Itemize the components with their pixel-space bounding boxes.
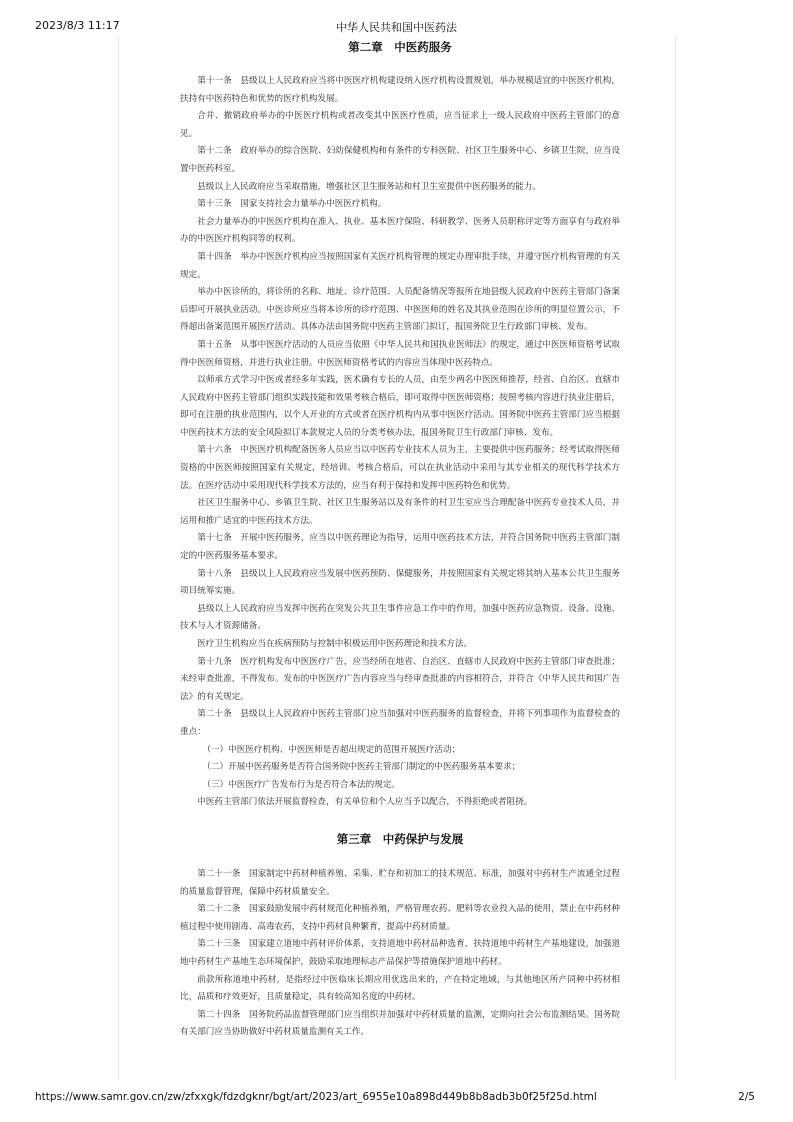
- article-paragraph: 第十三条 国家支持社会力量举办中医医疗机构。: [197, 199, 387, 210]
- article-paragraph: 第十六条 中医医疗机构配备医务人员应当以中医药专业技术人员为主，主要提供中医药服务；经考试取得医师资格的中医医师按照国家有关规定，经培训、考核合格后，可以在执业活动中采用与其专业相关的现代科学技术方法。在医疗活动中采用现代科学技术方法的，应当有利于保持和发挥中医药特色和优势。: [180, 445, 620, 491]
- article-paragraph: 社会力量举办的中医医疗机构在准入、执业、基本医疗保险、科研教学、医务人员职称评定等方面享有与政府举办的中医医疗机构同等的权利。: [180, 216, 620, 245]
- list-item: （三）中医医疗广告发布行为是否符合本法的规定。: [202, 779, 401, 790]
- article-paragraph: 第十二条 政府举办的综合医院、妇幼保健机构和有条件的专科医院、社区卫生服务中心、乡镇卫生院，应当设置中医药科室。: [180, 146, 620, 174]
- article-paragraph: 第二十三条 国家建立道地中药材评价体系，支持道地中药材品种选育，扶持道地中药材生产基地建设，加强道地中药材生产基地生态环境保护，鼓励采取地理标志产品保护等措施保护道地中药材。: [180, 939, 620, 967]
- print-url: https://www.samr.gov.cn/zw/zfxxgk/fdzdgknr/bgt/art/2023/art_6955e10a898d449b8b8adb3b0f25f25d.html: [35, 1091, 597, 1103]
- document-body: [180, 38, 620, 1042]
- article-paragraph: 举办中医诊所的，将诊所的名称、地址、诊疗范围、人员配备情况等报所在地县级人民政府中医药主管部门备案后即可开展执业活动。中医诊所应当将本诊所的诊疗范围、中医医师的姓名及其执业范围在诊所的明显位置公示，不得超出备案范围开展医疗活动。具体办法由国务院中医药主管部门拟订，报国务院卫生行政部门审核、发布。: [180, 287, 620, 333]
- article-paragraph: 第二十四条 国务院药品监督管理部门应当组织并加强对中药材质量的监测，定期向社会公布监测结果。国务院有关部门应当协助做好中药材质量监测有关工作。: [180, 1009, 620, 1038]
- chapter-2-body: [180, 73, 620, 812]
- list-item: （二）开展中医药服务是否符合国务院中医药主管部门制定的中医药服务基本要求；: [202, 762, 521, 773]
- article-paragraph: 第十一条 县级以上人民政府应当将中医医疗机构建设纳入医疗机构设置规划，举办规模适宜的中医医疗机构，扶持有中医药特色和优势的医疗机构发展。: [180, 76, 620, 104]
- article-paragraph: 第十七条 开展中医药服务，应当以中医药理论为指导，运用中医药技术方法，并符合国务院中医药主管部门制定的中医药服务基本要求。: [180, 533, 620, 562]
- article-paragraph: 合并、撤销政府举办的中医医疗机构或者改变其中医医疗性质，应当征求上一级人民政府中医药主管部门的意见。: [180, 111, 620, 139]
- article-paragraph: 第二十一条 国家制定中药材种植养殖、采集、贮存和初加工的技术规范、标准，加强对中药材生产流通全过程的质量监督管理，保障中药材质量安全。: [180, 868, 620, 897]
- article-paragraph: 第十五条 从事中医医疗活动的人员应当依照《中华人民共和国执业医师法》的规定，通过中医医师资格考试取得中医医师资格，并进行执业注册。中医医师资格考试的内容应当体现中医药特点。: [180, 339, 620, 368]
- list-item: （一）中医医疗机构、中医医师是否超出规定的范围开展医疗活动；: [202, 744, 461, 755]
- print-page-title: 中华人民共和国中医药法: [336, 21, 457, 34]
- article-paragraph: 第十四条 举办中医医疗机构应当按照国家有关医疗机构管理的规定办理审批手续，并遵守医疗机构管理的有关规定。: [180, 251, 620, 280]
- article-paragraph: 医疗卫生机构应当在疾病预防与控制中积极运用中医药理论和技术方法。: [197, 639, 473, 649]
- article-paragraph: 第二十条 县级以上人民政府中医药主管部门应当加强对中医药服务的监督检查，并将下列事项作为监督检查的重点：: [180, 709, 620, 737]
- article-paragraph: 第十九条 医疗机构发布中医医疗广告，应当经所在地省、自治区、直辖市人民政府中医药主管部门审查批准；未经审查批准，不得发布。发布的中医医疗广告内容应当与经审查批准的内容相符合，并符合《中华人民共和国广告法》的有关规定。: [180, 656, 620, 702]
- print-datetime: 2023/8/3 11:17: [35, 19, 120, 32]
- article-paragraph: 社区卫生服务中心、乡镇卫生院、社区卫生服务站以及有条件的村卫生室应当合理配备中医药专业技术人员，并运用和推广适宜的中医药技术方法。: [180, 498, 620, 526]
- page-number: 2/5: [738, 1091, 755, 1103]
- chapter-3-body: [180, 866, 620, 1042]
- chapter-2-title: 第二章 中医药服务: [348, 40, 452, 54]
- article-paragraph: 县级以上人民政府应当发挥中医药在突发公共卫生事件应急工作中的作用，加强中医药应急物资、设备、设施、技术与人才资源储备。: [180, 603, 620, 632]
- article-paragraph: 前款所称道地中药材，是指经过中医临床长期应用优选出来的，产在特定地域，与其他地区所产同种中药材相比，品质和疗效更好，且质量稳定，具有较高知名度的中药材。: [180, 974, 620, 1003]
- article-paragraph: 县级以上人民政府应当采取措施，增强社区卫生服务站和村卫生室提供中医药服务的能力。: [197, 181, 541, 192]
- chapter-3-title: 第三章 中药保护与发展: [336, 831, 464, 846]
- article-paragraph: 以师承方式学习中医或者经多年实践，医术确有专长的人员，由至少两名中医医师推荐，经省、自治区、直辖市人民政府中医药主管部门组织实践技能和效果考核合格后，即可取得中医医师资格；按照考核内容进行执业注册后，即可在注册的执业范围内，以个人开业的方式或者在医疗机构内从事中医医疗活动。国务院中医药主管部门应当根据中医药技术方法的安全风险拟订本款规定人员的分类考核办法，报国务院卫生行政部门审核、发布。: [180, 375, 620, 438]
- article-paragraph: 第二十二条 国家鼓励发展中药材规范化种植养殖，严格管理农药、肥料等农业投入品的使用，禁止在中药材种植过程中使用剧毒、高毒农药，支持中药材良种繁育，提高中药材质量。: [180, 904, 620, 932]
- article-paragraph: 第十八条 县级以上人民政府应当发展中医药预防、保健服务，并按照国家有关规定将其纳入基本公共卫生服务项目统筹实施。: [180, 568, 620, 597]
- article-paragraph: 中医药主管部门依法开展监督检查，有关单位和个人应当予以配合，不得拒绝或者阻挠。: [197, 797, 533, 808]
